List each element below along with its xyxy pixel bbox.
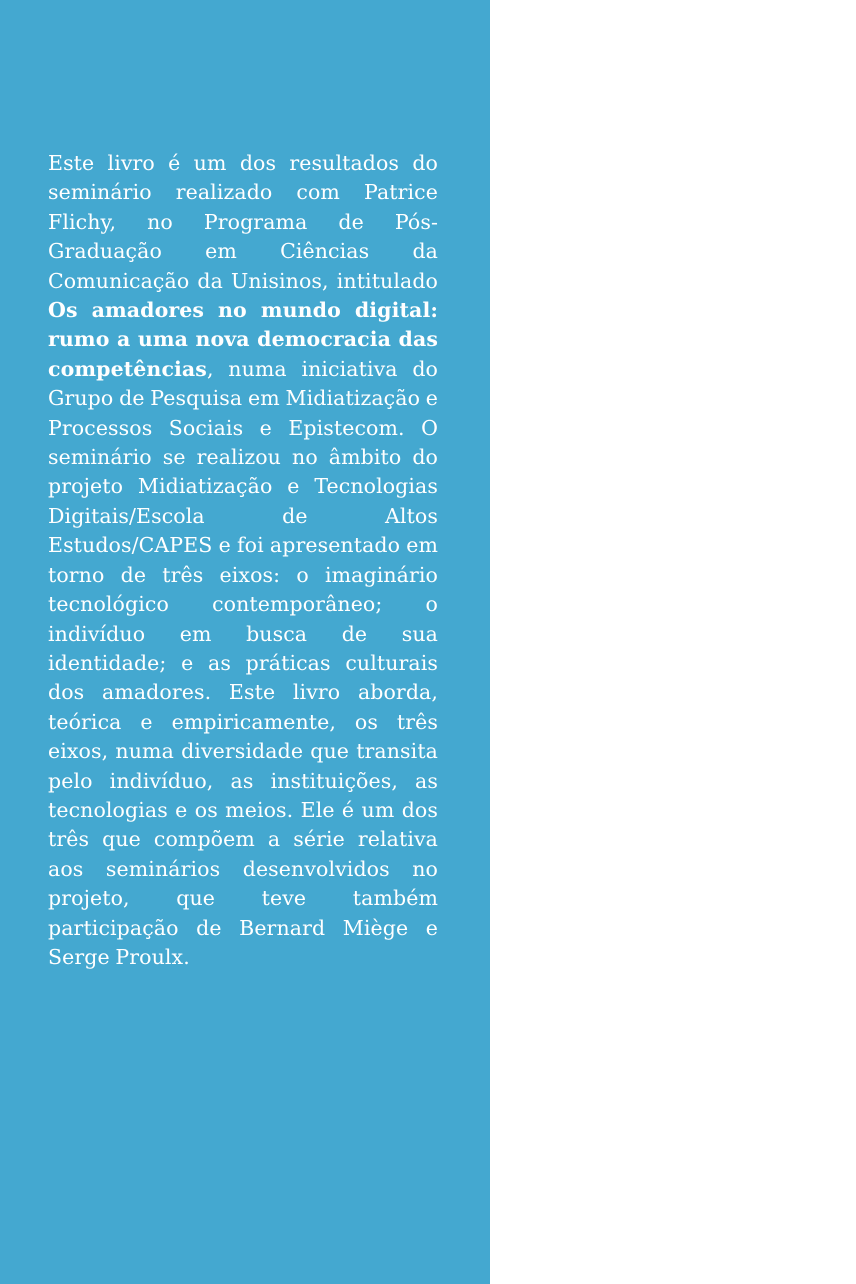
seminar-title: Os amadores no mundo digital: rumo a uma nova democracia das competências: [48, 298, 438, 381]
blurb-body: , numa iniciativa do Grupo de Pesquisa em Midiatização e Processos Sociais e Epistecom. O seminário se realizou no âmbito do projeto Midiatização e Tecnologias Digitais/Escola de Altos Estudos/CAPES e foi apresentado em torno de três eixos: o imaginário tecnológico contemporâneo; o indivíduo em busca de sua identidade; e as práticas culturais dos amadores. Este livro aborda, teórica e empiricamente, os três eixos, numa diversidade que transita pelo indivíduo, as instituições, as tecnologias e os meios. Ele é um dos três que compõem a série relativa aos seminários desenvolvidos no projeto, que teve também participação de Bernard Miège e Serge Proulx.: [48, 356, 438, 969]
back-cover-blurb: [48, 149, 438, 972]
blank-white-area: [490, 0, 856, 1284]
blurb-intro: Este livro é um dos resultados do seminário realizado com Patrice Flichy, no Programa de Pós-Graduação em Ciências da Comunicação da Unisinos, intitulado: [48, 151, 438, 293]
